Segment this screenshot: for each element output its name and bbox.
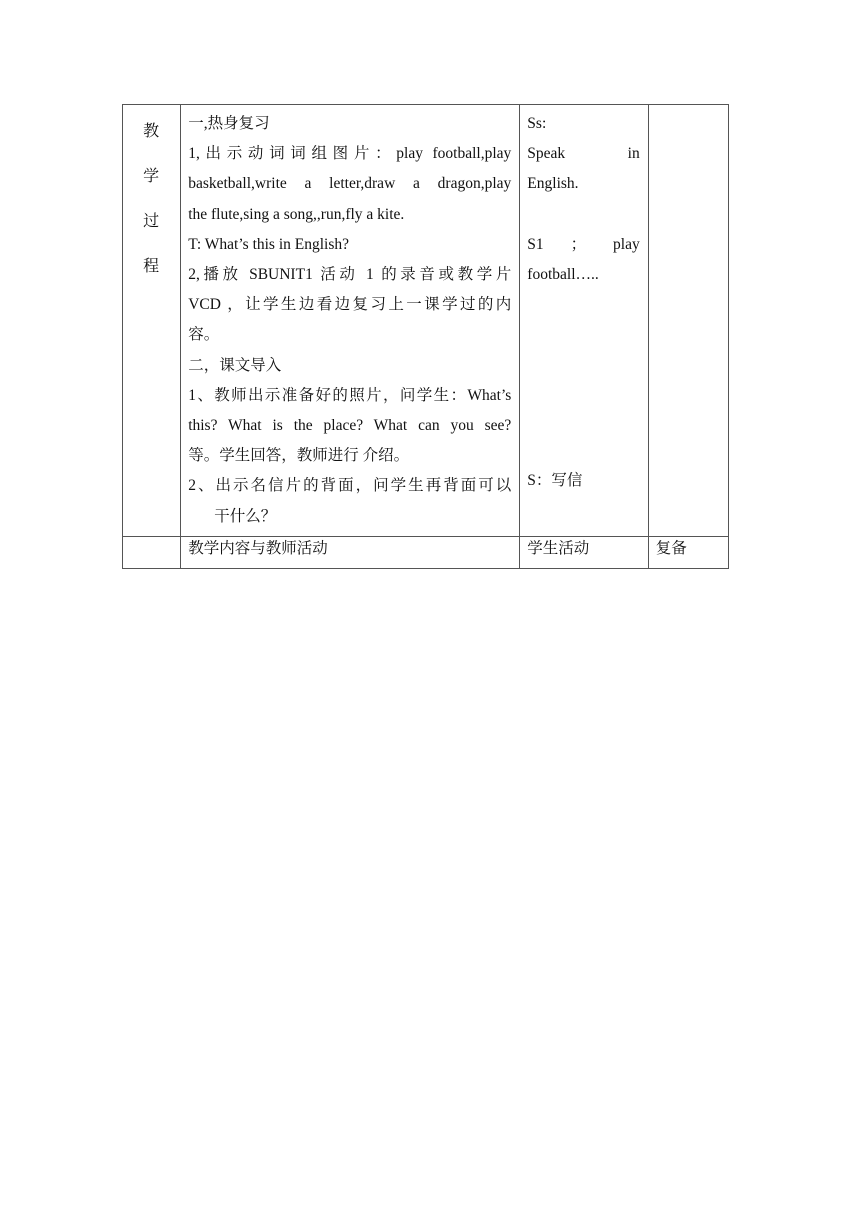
content-line: 1、教师出示准备好的照片，问学生：What’s bbox=[188, 386, 512, 404]
lesson-plan-table bbox=[122, 104, 729, 569]
table-header-row bbox=[123, 536, 729, 568]
student-activity-cell bbox=[520, 105, 648, 537]
empty-cell bbox=[123, 536, 181, 568]
student-line: S：写信 bbox=[527, 472, 583, 490]
spacer bbox=[527, 290, 639, 466]
notes-cell bbox=[648, 105, 728, 537]
content-line: 2、出示名信片的背面，问学生再背面可以 bbox=[188, 477, 512, 495]
stage-char: 教 bbox=[143, 123, 160, 140]
content-line: the flute,sing a song,,run,fly a kite. bbox=[188, 205, 405, 223]
content-line: VCD ，让学生边看边复习上一课学过的内 bbox=[188, 296, 512, 314]
content-line: 二，课文导入 bbox=[188, 356, 282, 374]
content-line: this? What is the place? What can you see? bbox=[188, 417, 512, 435]
content-line: 2,播放 SBUNIT1 活动 1 的录音或教学片 bbox=[188, 266, 512, 284]
content-header: 教学内容与教师活动 bbox=[181, 536, 520, 568]
table-row bbox=[123, 105, 729, 537]
stage-char: 程 bbox=[143, 258, 160, 275]
stage-cell bbox=[123, 105, 181, 537]
content-cell bbox=[181, 105, 520, 537]
student-line: Speak in bbox=[527, 145, 640, 163]
notes-header: 复备 bbox=[648, 536, 728, 568]
student-line: Ss: bbox=[527, 115, 547, 132]
stage-char: 过 bbox=[143, 213, 160, 230]
content-line: 1,出示动词词组图片：play football,play bbox=[188, 145, 512, 163]
student-line: S1 ； play bbox=[527, 235, 640, 253]
student-line: football….. bbox=[527, 265, 599, 283]
spacer bbox=[527, 200, 639, 230]
content-line: basketball,write a letter,draw a dragon,play bbox=[188, 175, 512, 193]
student-line: English. bbox=[527, 175, 579, 193]
content-line: T: What’s this in English? bbox=[188, 235, 350, 253]
content-line: 等。学生回答，教师进行 介绍。 bbox=[188, 447, 410, 465]
content-line: 干什么？ bbox=[214, 507, 277, 525]
student-header: 学生活动 bbox=[520, 536, 648, 568]
content-line: 容。 bbox=[188, 326, 220, 344]
content-line: 一,热身复习 bbox=[188, 115, 270, 132]
stage-char: 学 bbox=[143, 168, 160, 185]
